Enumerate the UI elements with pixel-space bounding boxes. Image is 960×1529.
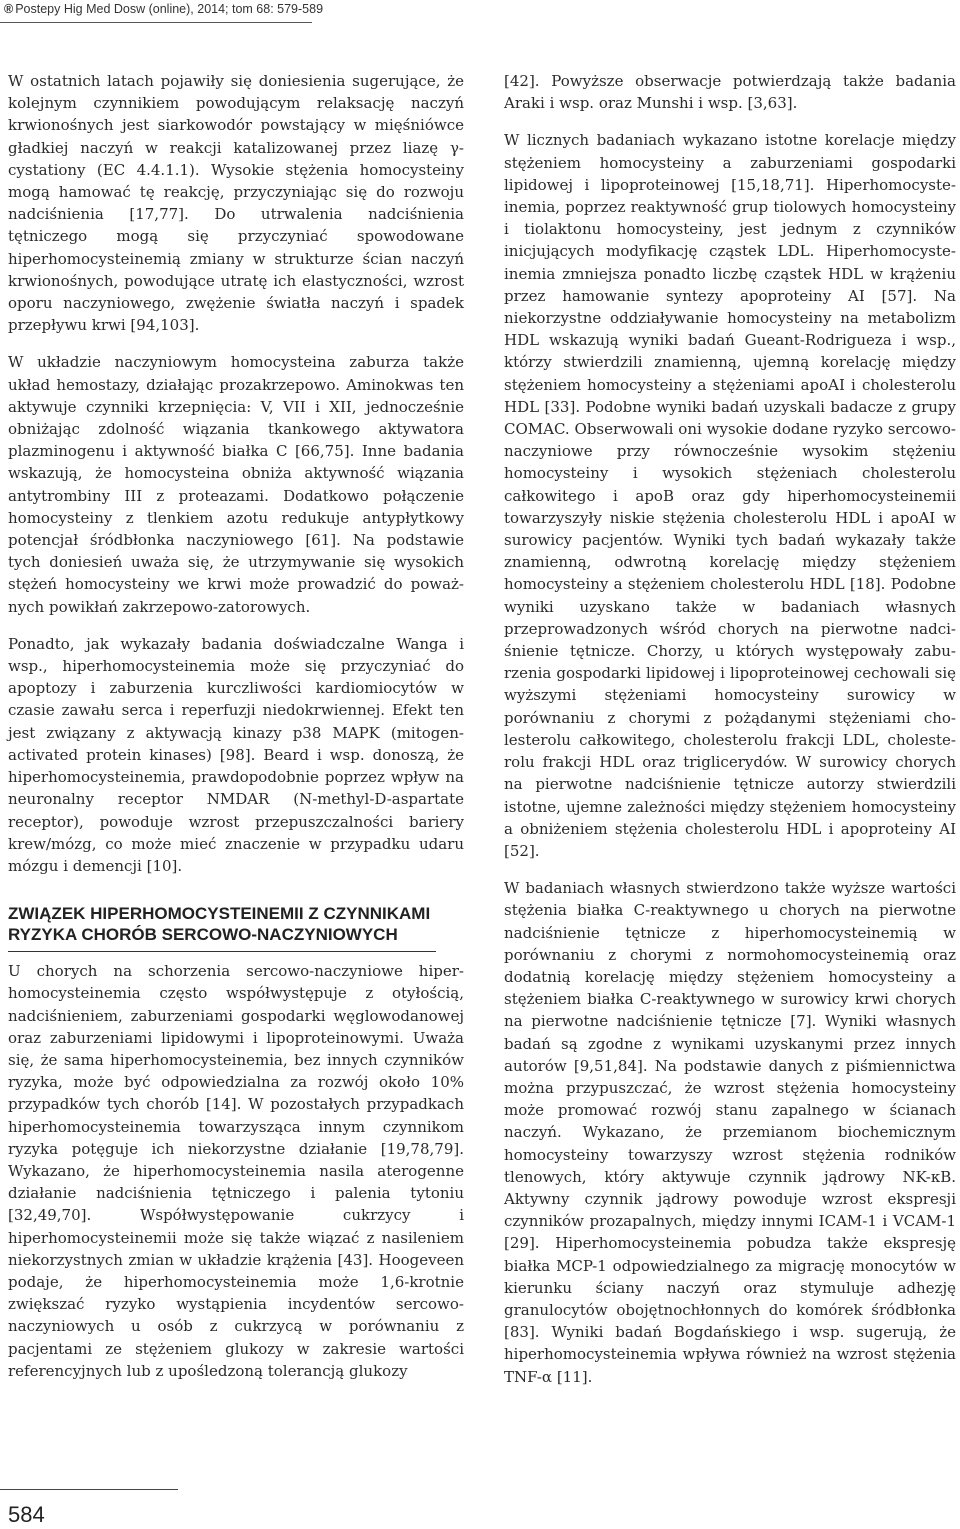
- right-column: [504, 70, 956, 1388]
- paragraph: U chorych na schorzenia sercowo-naczyniowe hiperhomocysteinemia często współwystępuje z otyłością, nadciśnieniem, zaburzeniami gospodarki węglowodanowej oraz zaburzeniami lipidowymi i lipoproteinowymi. Uważa się, że sama hiperhomocysteinemia, bez innych czynników ryzyka, może być odpowiedzialna za rozwój około 10% przypadków tych chorób [14]. W pozostałych przypadkach hiperhomocysteinemia towarzysząca innym czynnikom ryzyka potęguje ich niekorzystne działanie [19,78,79]. Wykazano, że hiperhomocysteinemia nasila aterogenne działanie nadciśnienia tętniczego i palenia tytoniu [32,49,70]. Współwystępowanie cukrzycy i hiperhomocysteinemii może się także wiązać z nasileniem niekorzystnych zmian w układzie krążenia [43]. Hoogeveen podaje, że hiperhomocysteinemia może 1,6-krotnie zwiększać ryzyko wystąpienia incydentów sercowo-naczyniowych u osób z cukrzycą w porównaniu z pacjentami ze stężeniem glukozy w zakresie wartości referencyjnych lub z upośledzoną tolerancją glukozy: [8, 962, 464, 1380]
- footer-divider: [0, 1489, 178, 1490]
- header-divider: [0, 22, 312, 23]
- page-number: 584: [8, 1502, 45, 1527]
- journal-mark-icon: ®: [4, 2, 14, 16]
- paragraph: W układzie naczyniowym homocysteina zaburza także układ hemostazy, działając prozakrzepowo. Aminokwas ten aktywuje czynniki krzepnięcia: V, VII i XII, jednocześnie obniżając zdolność wiązania tkankowego aktywatora plazminogenu i aktywność białka C [66,75]. Inne badania wskazują, że homocysteina obniża aktywność wiązania antytrombiny III z proteazami. Dodatkowo połączenie homocysteiny z tlenkiem azotu redukuje antypłytkowy potencjał śródbłonka naczyniowego [61]. Na podstawie tych doniesień uważa się, że utrzymywanie się wysokich stężeń homocysteiny we krwi może prowadzić do poważnych powikłań zakrzepowo-zatorowych.: [8, 353, 464, 616]
- section-heading: ZWIĄZEK HIPERHOMOCYSTEINEMII Z CZYNNIKAMI RYZYKA CHORÓB SERCOWO-NACZYNIOWYCH: [8, 903, 436, 952]
- paragraph: [42]. Powyższe obserwacje potwierdzają także badania Araki i wsp. oraz Munshi i wsp. [3,63].: [504, 72, 956, 113]
- paragraph: W badaniach własnych stwierdzono także wyższe wartości stężenia białka C-reaktywnego u chorych na pierwotne nadciśnienie tętnicze z hiperhomocysteinemią w porównaniu z chorymi z normohomocysteinemią oraz dodatnią korelację między stężeniem homocysteiny a stężeniem białka C-reaktywnego w surowicy krwi chorych na pierwotne nadciśnienie tętnicze [7]. Wyniki własnych badań są zgodne z wynikami uzyskanymi przez innych autorów [9,51,84]. Na podstawie danych z piśmiennictwa można przypuszczać, że wzrost stężenia homocysteiny może promować rozwój stanu zapalnego w ścianach naczyń. Wykazano, że przemianom biochemicznym homocysteiny towarzyszy wzrost stężenia rodników tlenowych, który aktywuje czynnik jądrowy NK-κB. Aktywny czynnik jądrowy powoduje wzrost ekspresji czynników prozapalnych, między innymi ICAM-1 i VCAM-1 [29]. Hiperhomocysteinemia pobudza także ekspresję białka MCP-1 odpowiedzialnego za migrację monocytów w kierunku ściany naczyń oraz stymuluje adhezję granulocytów obojętnochłonnych do komórek śródbłonka [83]. Wyniki badań Bogdańskiego i wsp. sugerują, że hiperhomocysteinemia wpływa również na wzrost stężenia TNF-α [11].: [504, 879, 956, 1386]
- paragraph: Ponadto, jak wykazały badania doświadczalne Wanga i wsp., hiperhomocysteinemia może się przyczyniać do apoptozy i zaburzenia kurczliwości kardiomiocytów w czasie zawału serca i reperfuzji niedokrwiennej. Efekt ten jest związany z aktywacją kinazy p38 MAPK (mitogen-activated protein kinases) [98]. Beard i wsp. donoszą, że hiperhomocysteinemia, prawdopodobnie poprzez wpływ na neuronalny receptor NMDAR (N-methyl-D-aspartate receptor), powoduje wzrost przepuszczalności bariery krew/mózg, co może mieć znaczenie w przypadku udaru mózgu i demencji [10].: [8, 634, 464, 875]
- paragraph: W ostatnich latach pojawiły się doniesienia sugerujące, że kolejnym czynnikiem powodującym relaksację naczyń krwionośnych jest siarkowodór powstający w mięśniówce gładkiej naczyń w reakcji katalizowanej przez liazę γ-cystationy (EC 4.4.1.1). Wysokie stężenia homocysteiny mogą hamować tę reakcję, przyczyniając się do rozwoju nadciśnienia [17,77]. Do utrwalenia nadciśnienia tętniczego mogą się przyczyniać spowodowane hiperhomocysteinemią zmiany w strukturze ścian naczyń krwionośnych, powodujące utratę ich elastyczności, wzrost oporu naczyniowego, zwężenie światła naczyń i spadek przepływu krwi [94,103].: [8, 72, 464, 335]
- running-header-text: Postepy Hig Med Dosw (online), 2014; tom 68: 579-589: [15, 2, 324, 16]
- left-column: [8, 70, 464, 1382]
- paragraph: W licznych badaniach wykazano istotne korelacje między stężeniem homocysteiny a zaburzeniami gospodarki lipidowej i lipoproteinowej [15,18,71]. Hiperhomocysteinemia, poprzez reaktywność grup tiolowych homocysteiny i tiolaktonu homocysteiny, jest jednym z czynników inicjujących modyfikację cząstek LDL. Hiperhomocysteinemia zmniejsza ponadto liczbę cząstek HDL w krążeniu przez hamowanie syntezy apoproteiny AI [57]. Na niekorzystne oddziaływanie homocysteiny na metabolizm HDL wskazują wyniki badań Gueant-Rodrigueza i wsp., którzy stwierdzili znamienną, ujemną korelację między stężeniem homocysteiny a stężeniami apoAI i cholesterolu HDL [33]. Podobne wyniki badań uzyskali badacze z grupy COMAC. Obserwowali oni wysokie dodane ryzyko sercowo-naczyniowe przy równocześnie wysokim stężeniu homocysteiny i wysokich stężeniach cholesterolu całkowitego i apoB oraz gdy hiperhomocysteinemii towarzyszyły niskie stężenia cholesterolu HDL i apoAI w surowicy pacjentów. Wyniki tych badań wykazały także znamienną, odwrotną korelację między stężeniem homocysteiny a stężeniem cholesterolu HDL [18]. Podobne wyniki uzyskano także w badaniach własnych przeprowadzonych wśród chorych na pierwotne nadciśnienie tętnicze. Chorzy, u których występowały zaburzenia gospodarki lipidowej i lipoproteinowej cechowali się wyższymi stężeniami homocysteiny surowicy w porównaniu z chorymi z pożądanymi stężeniami cholesterolu całkowitego, cholesterolu frakcji LDL, cholesterolu frakcji HDL oraz triglicerydów. W surowicy chorych na pierwotne nadciśnienie tętnicze autorzy stwierdzili istotne, ujemne zależności między stężeniem homocysteiny a obniżeniem stężenia cholesterolu HDL i apoproteiny AI [52].: [504, 131, 956, 860]
- running-header: [0, 0, 334, 18]
